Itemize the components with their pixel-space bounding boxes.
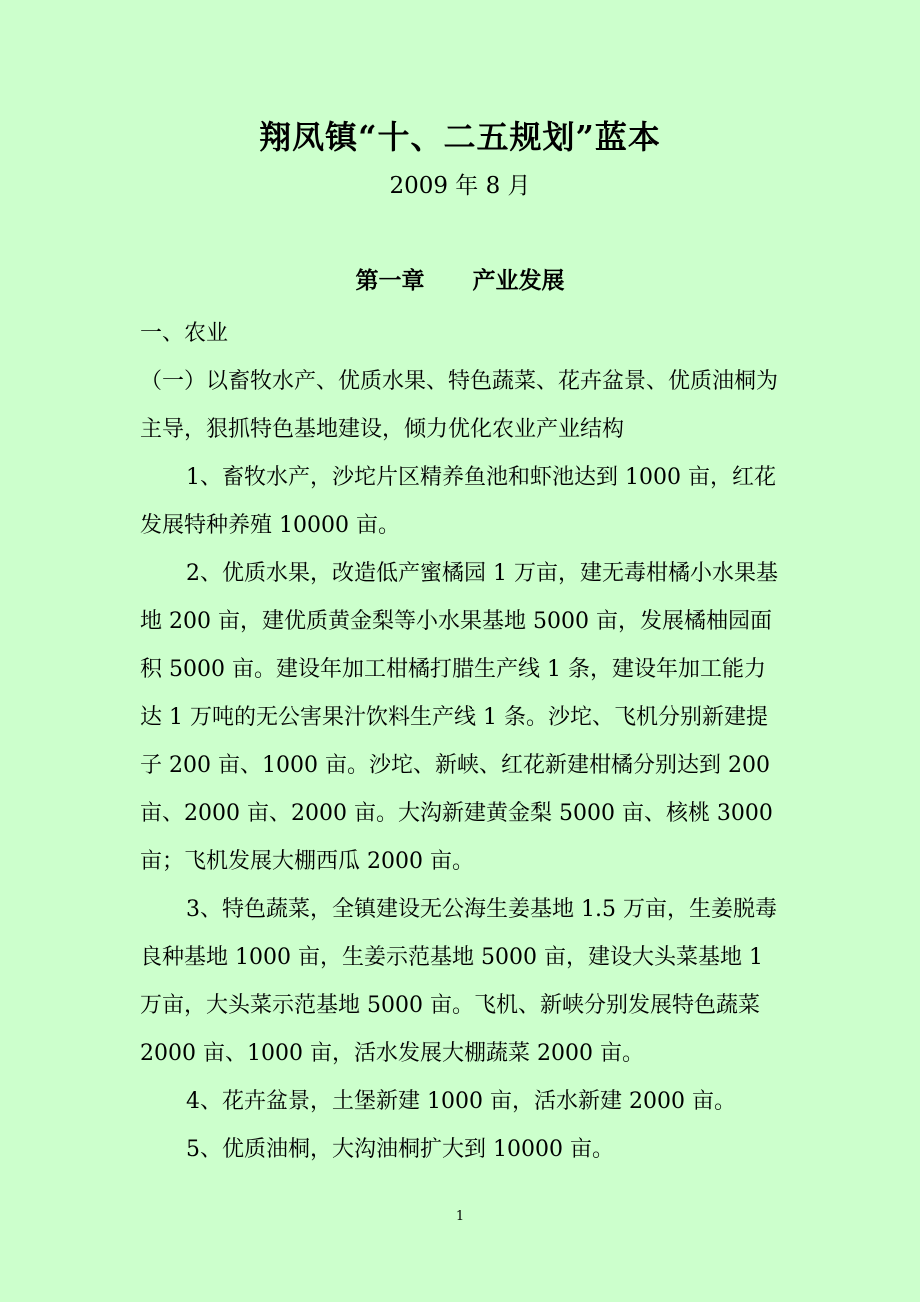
paragraph-item: 1、畜牧水产，沙坨片区精养鱼池和虾池达到 1000 亩，红花发展特种养殖 10000 亩。 — [140, 465, 776, 538]
document-body — [140, 310, 786, 1174]
paragraph-item: 4、花卉盆景，土堡新建 1000 亩，活水新建 2000 亩。 — [186, 1089, 736, 1114]
chapter-name: 产业发展 — [472, 267, 565, 294]
document-date: 2009 年 8 月 — [389, 173, 531, 199]
paragraph-item: 2、优质水果，改造低产蜜橘园 1 万亩，建无毒柑橘小水果基地 200 亩，建优质黄金梨等小水果基地 5000 亩，发展橘柚园面积 5000 亩。建设年加工柑橘打腊生产线 1 条，建设年加工能力达 1 万吨的无公害果汁饮料生产线 1 条。沙坨、飞机分别新建提子 200 亩、1000 亩。沙坨、新峡、红花新建柑橘分别达到 200 亩、2000 亩、2000 亩。大沟新建黄金梨 5000 亩、核桃 3000 亩；飞机发展大棚西瓜 2000 亩。 — [140, 561, 778, 874]
paragraph-item: 5、优质油桐，大沟油桐扩大到 10000 亩。 — [186, 1137, 614, 1162]
paragraph-item: 3、特色蔬菜，全镇建设无公海生姜基地 1.5 万亩，生姜脱毒良种基地 1000 亩，生姜示范基地 5000 亩，建设大头菜基地 1 万亩，大头菜示范基地 5000 亩。飞机、新峡分别发展特色蔬菜 2000 亩、1000 亩，活水发展大棚蔬菜 2000 亩。 — [140, 897, 777, 1066]
subsection-heading: （一）以畜牧水产、优质水果、特色蔬菜、花卉盆景、优质油桐为主导，狠抓特色基地建设，倾力优化农业产业结构 — [140, 369, 779, 442]
section-heading: 一、农业 — [140, 321, 229, 346]
chapter-number: 第一章 — [355, 267, 425, 294]
page-number: 1 — [455, 1209, 465, 1224]
chapter-heading — [0, 264, 920, 298]
document-title: 翔凤镇“十、二五规划”蓝本 — [259, 118, 661, 156]
